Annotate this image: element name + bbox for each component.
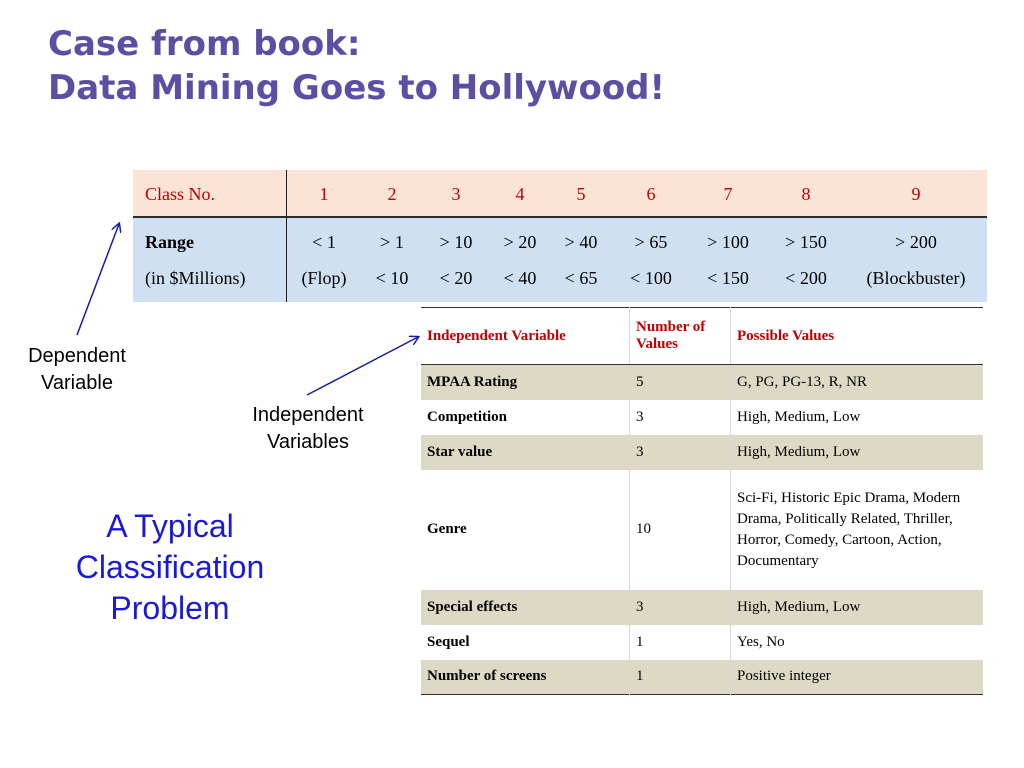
variable-count: 1 bbox=[630, 660, 731, 695]
range-8: > 150 bbox=[785, 232, 827, 252]
bound-9: (Blockbuster) bbox=[866, 268, 966, 288]
variable-values: High, Medium, Low bbox=[737, 408, 861, 425]
class-no-3: 3 bbox=[451, 184, 461, 204]
class-no-9: 9 bbox=[911, 184, 921, 204]
range-1: < 1 bbox=[312, 232, 336, 252]
variable-name: Competition bbox=[421, 400, 630, 435]
variable-count: 3 bbox=[630, 435, 731, 470]
variable-name: Genre bbox=[421, 470, 630, 590]
table-row bbox=[421, 365, 983, 400]
dependent-variable-label: Dependent Variable bbox=[28, 345, 126, 394]
variable-values: High, Medium, Low bbox=[731, 435, 984, 470]
class-no-1: 1 bbox=[319, 184, 329, 204]
class-table-header-row bbox=[133, 170, 987, 218]
class-table-body bbox=[133, 218, 987, 302]
variable-values: High, Medium, Low bbox=[731, 590, 984, 625]
range-label: Range bbox=[145, 232, 194, 252]
class-no-8: 8 bbox=[801, 184, 811, 204]
independent-arrow bbox=[307, 337, 418, 395]
variable-count: 10 bbox=[630, 470, 731, 590]
class-no-5: 5 bbox=[576, 184, 586, 204]
variable-values: Sci-Fi, Historic Epic Drama, Modern Drama, Politically Related, Thriller, Horror, Comedy, Cartoon, Action, Documentary bbox=[737, 489, 961, 569]
range-5: > 40 bbox=[564, 232, 598, 252]
variable-name: Sequel bbox=[421, 625, 630, 660]
bound-3: < 20 bbox=[439, 268, 473, 288]
variable-name: Special effects bbox=[421, 590, 630, 625]
bound-2: < 10 bbox=[375, 268, 409, 288]
bound-7: < 150 bbox=[707, 268, 749, 288]
bound-8: < 200 bbox=[785, 268, 827, 288]
bound-1: (Flop) bbox=[301, 268, 347, 288]
dependent-arrow bbox=[77, 224, 119, 335]
variable-count: 3 bbox=[630, 590, 731, 625]
variable-name: MPAA Rating bbox=[421, 365, 630, 400]
header-number-of-values: Number of Values bbox=[630, 308, 731, 365]
table-row bbox=[421, 590, 983, 625]
table-row bbox=[421, 400, 983, 435]
class-no-7: 7 bbox=[723, 184, 733, 204]
variables-table bbox=[421, 307, 983, 695]
variable-values: Positive integer bbox=[731, 660, 984, 695]
unit-label: (in $Millions) bbox=[145, 268, 246, 288]
variable-count: 1 bbox=[630, 625, 731, 660]
class-no-4: 4 bbox=[515, 184, 525, 204]
header-possible-values: Possible Values bbox=[731, 308, 984, 365]
bound-5: < 65 bbox=[564, 268, 598, 288]
class-no-2: 2 bbox=[387, 184, 397, 204]
table-row bbox=[421, 470, 983, 590]
bound-4: < 40 bbox=[503, 268, 537, 288]
class-table-divider bbox=[286, 170, 287, 302]
header-independent-variable: Independent Variable bbox=[421, 308, 630, 365]
variable-count: 5 bbox=[630, 365, 731, 400]
class-table bbox=[133, 170, 987, 302]
table-row bbox=[421, 625, 983, 660]
table-row bbox=[421, 435, 983, 470]
range-2: > 1 bbox=[380, 232, 404, 252]
variable-count: 3 bbox=[630, 400, 731, 435]
typical-classification-label: A Typical Classification Problem bbox=[75, 508, 265, 626]
class-no-6: 6 bbox=[646, 184, 656, 204]
title-line-1: Case from book: bbox=[48, 24, 361, 64]
variable-values: G, PG, PG-13, R, NR bbox=[731, 365, 984, 400]
variable-values: Yes, No bbox=[737, 633, 785, 650]
range-6: > 65 bbox=[634, 232, 668, 252]
independent-variables-label: Independent Variables bbox=[252, 404, 364, 453]
range-4: > 20 bbox=[503, 232, 537, 252]
variable-name: Star value bbox=[421, 435, 630, 470]
range-3: > 10 bbox=[439, 232, 473, 252]
variable-name: Number of screens bbox=[421, 660, 630, 695]
variables-table-header bbox=[421, 308, 983, 365]
range-7: > 100 bbox=[707, 232, 749, 252]
table-row bbox=[421, 660, 983, 695]
slide-title bbox=[48, 22, 665, 110]
bound-6: < 100 bbox=[630, 268, 672, 288]
range-9: > 200 bbox=[895, 232, 937, 252]
class-no-label: Class No. bbox=[145, 184, 216, 204]
title-line-2: Data Mining Goes to Hollywood! bbox=[48, 68, 666, 108]
